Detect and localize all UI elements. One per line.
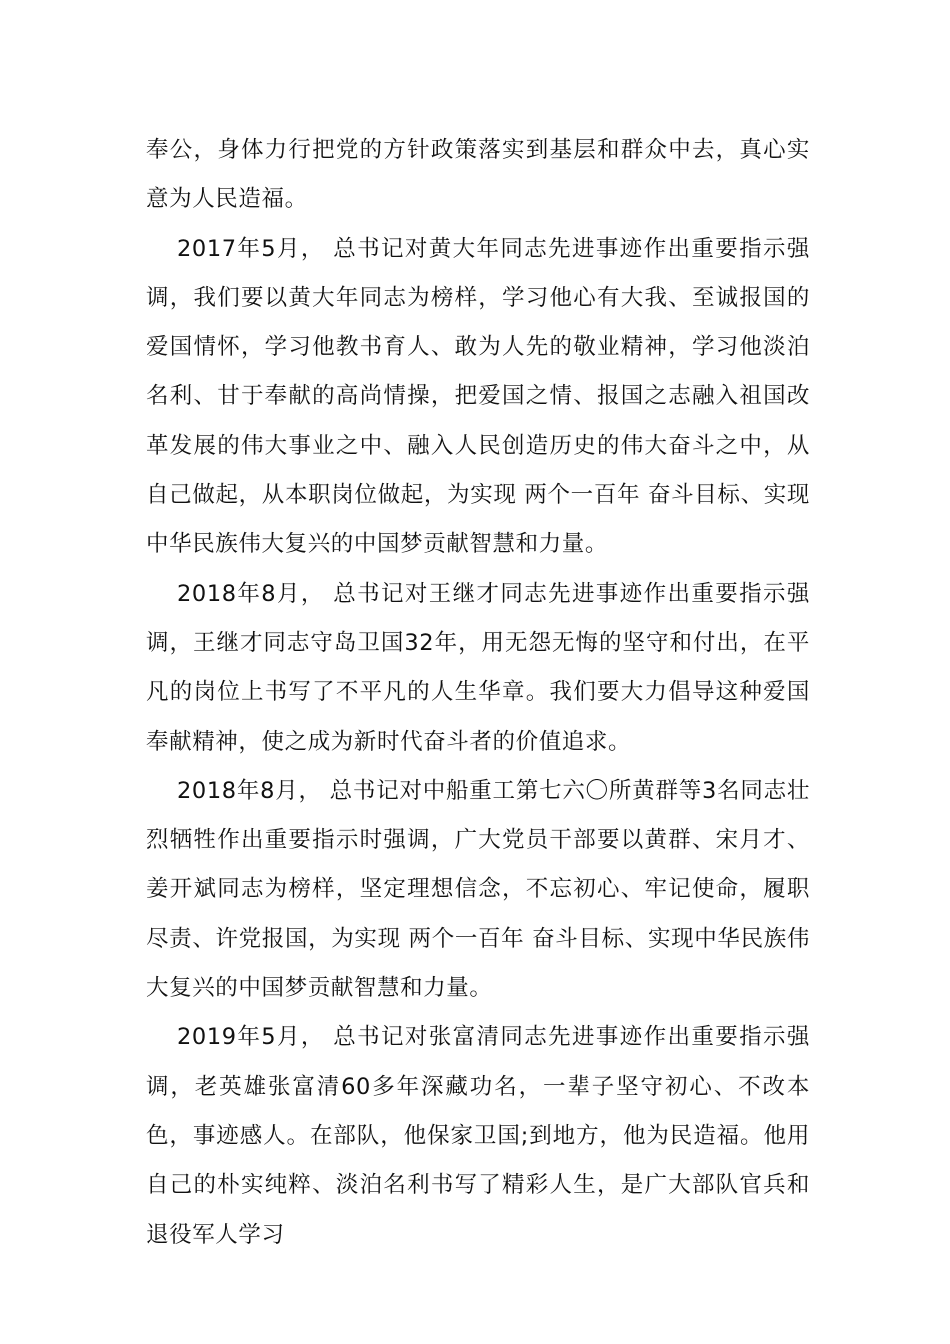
paragraph-huang-danian: 2017年5月， 总书记对黄大年同志先进事迹作出重要指示强调，我们要以黄大年同志为榜样，学习他心有大我、至诚报国的爱国情怀，学习他教书育人、敢为人先的敬业精神，学习他淡泊名利、甘于奉献的高尚情操，把爱国之情、报国之志融入祖国改革发展的伟大事业之中、融入人民创造历史的伟大奋斗之中，从自己做起，从本职岗位做起，为实现 两个一百年 奋斗目标、实现中华民族伟大复兴的中国梦贡献智慧和力量。: [146, 235, 810, 558]
paragraph-huang-qun: 2018年8月， 总书记对中船重工第七六〇所黄群等3名同志壮烈牺牲作出重要指示时强调，广大党员干部要以黄群、宋月才、姜开斌同志为榜样，坚定理想信念，不忘初心、牢记使命，履职尽责、许党报国，为实现 两个一百年 奋斗目标、实现中华民族伟大复兴的中国梦贡献智慧和力量。: [146, 777, 810, 1002]
paragraph-zhang-fuqing: 2019年5月， 总书记对张富清同志先进事迹作出重要指示强调，老英雄张富清60多年深藏功名，一辈子坚守初心、不改本色，事迹感人。在部队，他保家卫国;到地方，他为民造福。他用自己的朴实纯粹、淡泊名利书写了精彩人生，是广大部队官兵和退役军人学习: [146, 1024, 810, 1248]
paragraph-wang-jicai: 2018年8月， 总书记对王继才同志先进事迹作出重要指示强调，王继才同志守岛卫国32年，用无怨无悔的坚守和付出，在平凡的岗位上书写了不平凡的人生华章。我们要大力倡导这种爱国奉献精神，使之成为新时代奋斗者的价值追求。: [146, 580, 810, 755]
body-text: [146, 126, 810, 1260]
paragraph-continuation: 奉公，身体力行把党的方针政策落实到基层和群众中去，真心实意为人民造福。: [146, 137, 810, 213]
